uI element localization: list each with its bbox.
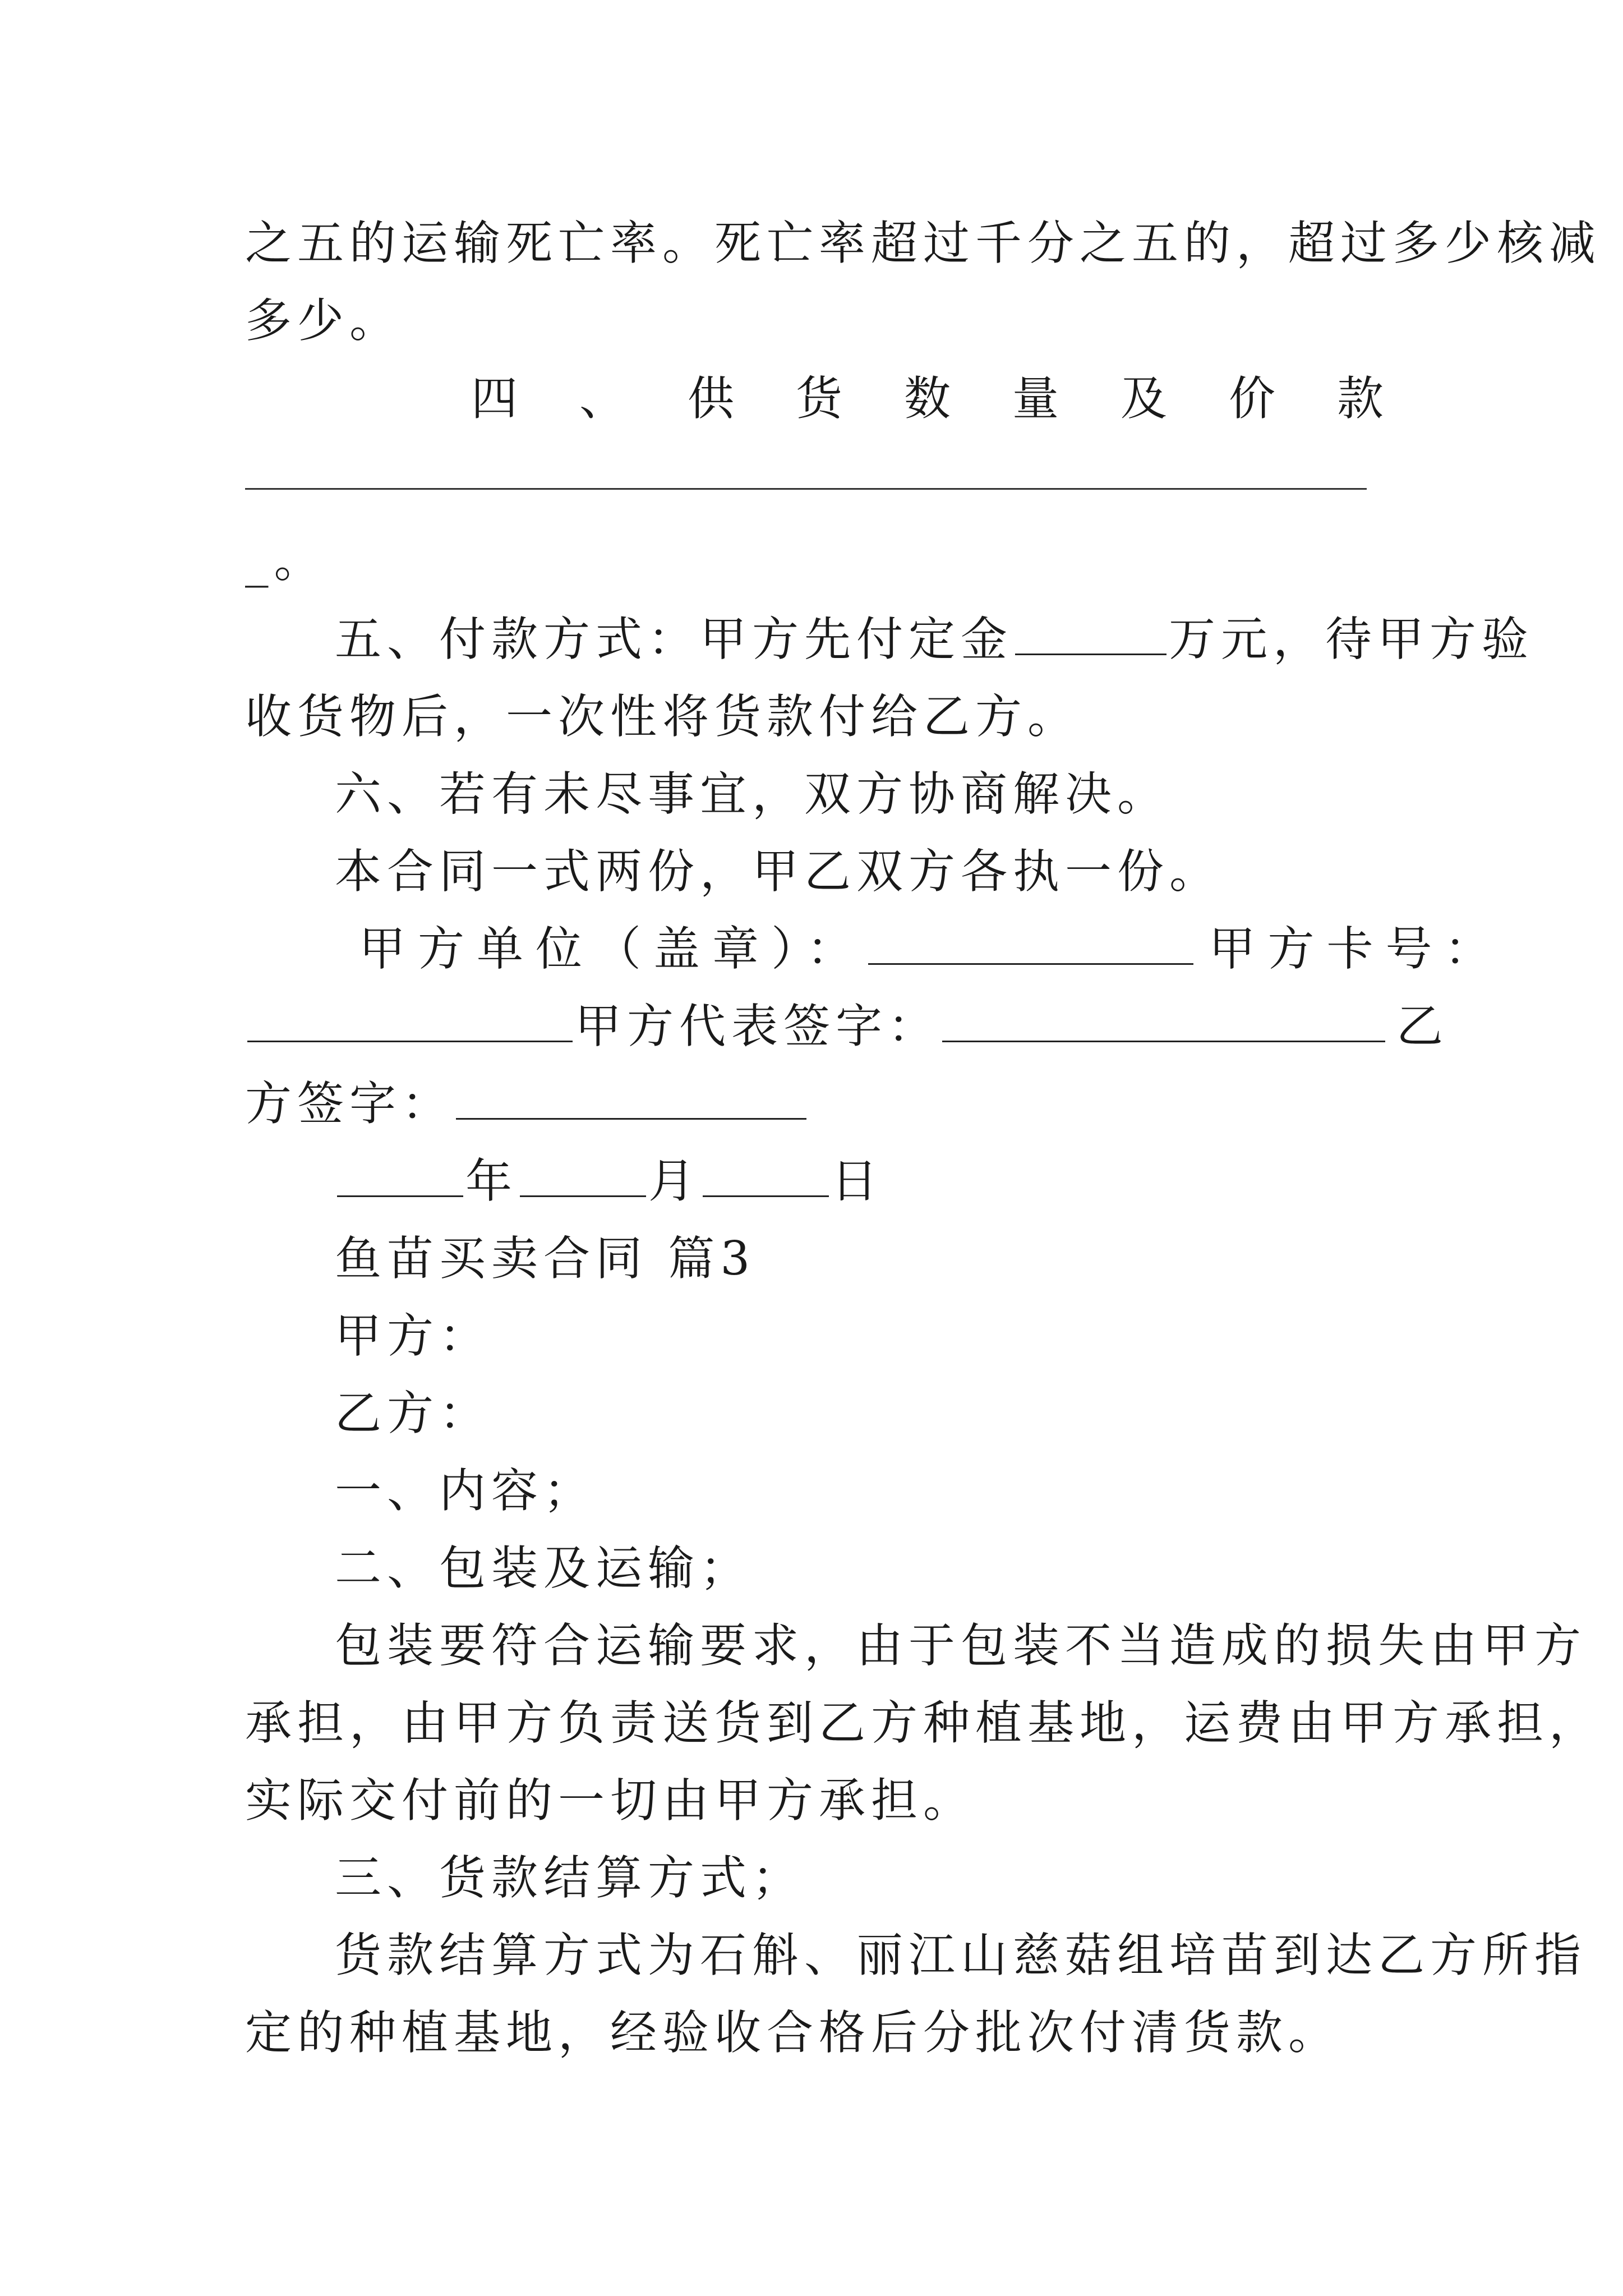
party-b-signature-blank bbox=[456, 1076, 806, 1120]
heading-char: 价 bbox=[1229, 371, 1275, 426]
text-line: 本合同一式两份，甲乙双方各执一份。 bbox=[335, 844, 1221, 899]
signature-label: 方签字： bbox=[245, 1076, 454, 1131]
month-blank bbox=[520, 1154, 646, 1197]
section-heading: 一、内容； bbox=[335, 1464, 596, 1518]
text-line: 货款结算方式为石斛、丽江山慈菇组培苗到达乙方所指 bbox=[335, 1928, 1587, 1982]
year-blank bbox=[337, 1154, 463, 1197]
heading-char: 及 bbox=[1121, 371, 1167, 426]
party-b: 乙方： bbox=[335, 1386, 491, 1441]
payment-clause bbox=[335, 611, 1534, 668]
heading-char: 量 bbox=[1012, 371, 1059, 426]
text-line: 之五的运输死亡率。死亡率超过千分之五的，超过多少核减 bbox=[245, 216, 1601, 270]
section-heading: 三、货款结算方式； bbox=[335, 1851, 804, 1905]
signature-line bbox=[359, 921, 1504, 977]
signature-label: 乙 bbox=[1396, 999, 1449, 1053]
section-heading-4 bbox=[471, 371, 1384, 427]
signature-label: 甲方卡号： bbox=[1209, 922, 1504, 976]
text-line: 收货物后，一次性将货款付给乙方。 bbox=[245, 689, 1080, 744]
text-line: 承担，由甲方负责送货到乙方种植基地，运费由甲方承担， bbox=[245, 1696, 1601, 1750]
signature-label: 甲方单位（盖章）： bbox=[359, 922, 866, 976]
date-line bbox=[335, 1153, 1384, 1209]
section-heading: 二、包装及运输； bbox=[335, 1541, 752, 1595]
heading-char: 供 bbox=[688, 371, 734, 426]
heading-char: 数 bbox=[904, 371, 951, 426]
signature-label: 甲方代表签字： bbox=[575, 999, 940, 1053]
text-line: 多少。 bbox=[245, 293, 402, 348]
clause-text: 万元，待甲方验 bbox=[1169, 612, 1534, 666]
date-label: 日 bbox=[831, 1154, 883, 1208]
text-line: _。 bbox=[245, 533, 326, 588]
text-line: 六、若有未尽事宜，双方协商解决。 bbox=[335, 767, 1169, 821]
heading-char: 四 bbox=[471, 371, 518, 426]
heading-char: 款 bbox=[1337, 371, 1384, 426]
signature-line bbox=[245, 1076, 1384, 1132]
text-line: 实际交付前的一切由甲方承担。 bbox=[245, 1773, 975, 1828]
date-label: 年 bbox=[465, 1154, 518, 1208]
text-line: 定的种植基地，经验收合格后分批次付清货款。 bbox=[245, 2005, 1340, 2060]
card-number-blank bbox=[247, 999, 573, 1042]
signature-line bbox=[245, 999, 1449, 1055]
deposit-blank bbox=[1015, 612, 1166, 655]
text-line: 包装要符合运输要求，由于包装不当造成的损失由甲方 bbox=[335, 1618, 1587, 1673]
party-a: 甲方： bbox=[335, 1309, 491, 1363]
fill-in-line bbox=[245, 488, 1367, 490]
seal-blank bbox=[868, 922, 1193, 965]
representative-blank bbox=[942, 999, 1385, 1042]
heading-char: 、 bbox=[579, 371, 626, 426]
day-blank bbox=[703, 1154, 829, 1197]
clause-text: 五、付款方式：甲方先付定金 bbox=[335, 612, 1013, 666]
date-label: 月 bbox=[648, 1154, 700, 1208]
contract-title: 鱼苗买卖合同 篇3 bbox=[335, 1231, 756, 1286]
heading-char: 货 bbox=[796, 371, 842, 426]
